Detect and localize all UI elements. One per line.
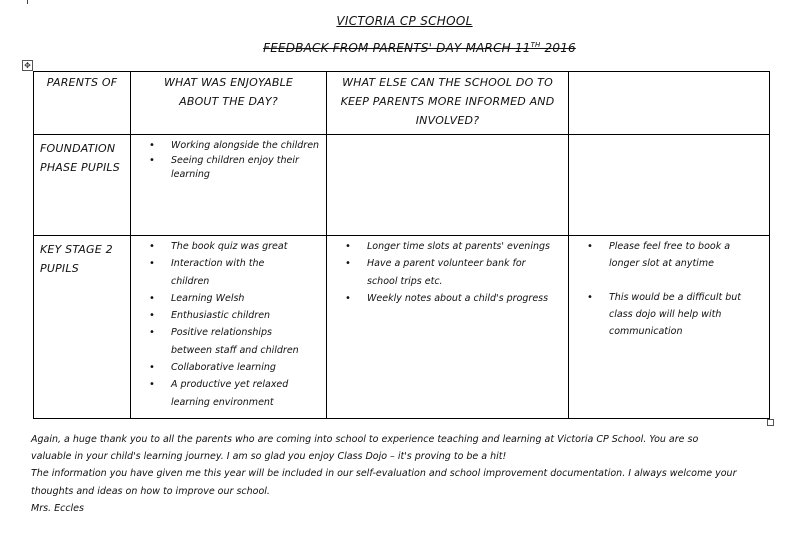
- subtitle-year: 2016: [540, 41, 576, 55]
- signature: Mrs. Eccles: [31, 502, 84, 514]
- list-item: • Collaborative learning: [171, 359, 326, 376]
- list-item: • This would be a difficult but class dojo will help with communication: [609, 289, 769, 341]
- closing-line-4: thoughts and ideas on how to improve our school.: [31, 485, 270, 497]
- closing-line-3: The information you have given me this year will be included in our self-evaluation and school improvement documentation. I always welcome your: [31, 468, 737, 480]
- table-move-handle-icon[interactable]: ✥: [22, 60, 33, 71]
- list-item: • Working alongside the children: [171, 137, 326, 154]
- list-item: • A productive yet relaxed learning environment: [171, 376, 326, 411]
- ks2-informed-cell: [327, 236, 569, 419]
- page-corner-mark: [27, 0, 28, 4]
- ks2-enjoyable-list: [131, 236, 326, 411]
- subtitle-superscript: TH: [530, 41, 541, 49]
- header-response: [569, 72, 770, 135]
- table-header-row: [34, 72, 770, 135]
- list-item: • Please feel free to book a longer slot at anytime: [609, 238, 769, 273]
- feedback-table: [33, 71, 770, 419]
- header-informed: WHAT ELSE CAN THE SCHOOL DO TO KEEP PARENTS MORE INFORMED AND INVOLVED?: [327, 72, 569, 135]
- document-subtitle: [0, 41, 809, 55]
- closing-line-1: Again, a huge thank you to all the parents who are coming into school to experience teaching and learning at Victoria CP School. You are so: [31, 434, 699, 445]
- foundation-informed-cell: [327, 135, 569, 236]
- header-enjoyable: WHAT WAS ENJOYABLE ABOUT THE DAY?: [131, 72, 327, 135]
- row-label-foundation: FOUNDATION PHASE PUPILS: [34, 135, 131, 236]
- document-title: VICTORIA CP SCHOOL: [336, 14, 473, 28]
- list-item: • Enthusiastic children: [171, 307, 326, 324]
- list-item: • Have a parent volunteer bank for school trips etc.: [367, 255, 568, 290]
- list-item: • Weekly notes about a child's progress: [367, 290, 568, 307]
- ks2-response-cell: [569, 236, 770, 419]
- list-item: • Learning Welsh: [171, 290, 326, 307]
- header-parents-of: PARENTS OF: [34, 72, 131, 135]
- table-row: [34, 236, 770, 419]
- table-row: [34, 135, 770, 236]
- ks2-enjoyable-cell: [131, 236, 327, 419]
- closing-message: [31, 431, 801, 517]
- closing-line-2: valuable in your child's learning journey. I am so glad you enjoy Class Dojo – it's proving to be a hit!: [31, 451, 507, 463]
- subtitle-text: FEEDBACK FROM PARENTS' DAY MARCH 11: [263, 41, 531, 55]
- row-label-key-stage-2: KEY STAGE 2 PUPILS: [34, 236, 131, 419]
- list-item: • Longer time slots at parents' evenings: [367, 238, 568, 255]
- foundation-response-cell: [569, 135, 770, 236]
- foundation-enjoyable-list: [131, 135, 326, 182]
- ks2-response-list: [569, 236, 769, 340]
- list-item: • Positive relationships between staff and children: [171, 324, 326, 359]
- list-item: • The book quiz was great: [171, 238, 326, 255]
- list-item: • Seeing children enjoy their learning: [171, 154, 326, 182]
- ks2-informed-list: [327, 236, 568, 307]
- table-resize-handle[interactable]: [767, 419, 774, 426]
- list-item: • Interaction with the children: [171, 255, 326, 290]
- foundation-enjoyable-cell: [131, 135, 327, 236]
